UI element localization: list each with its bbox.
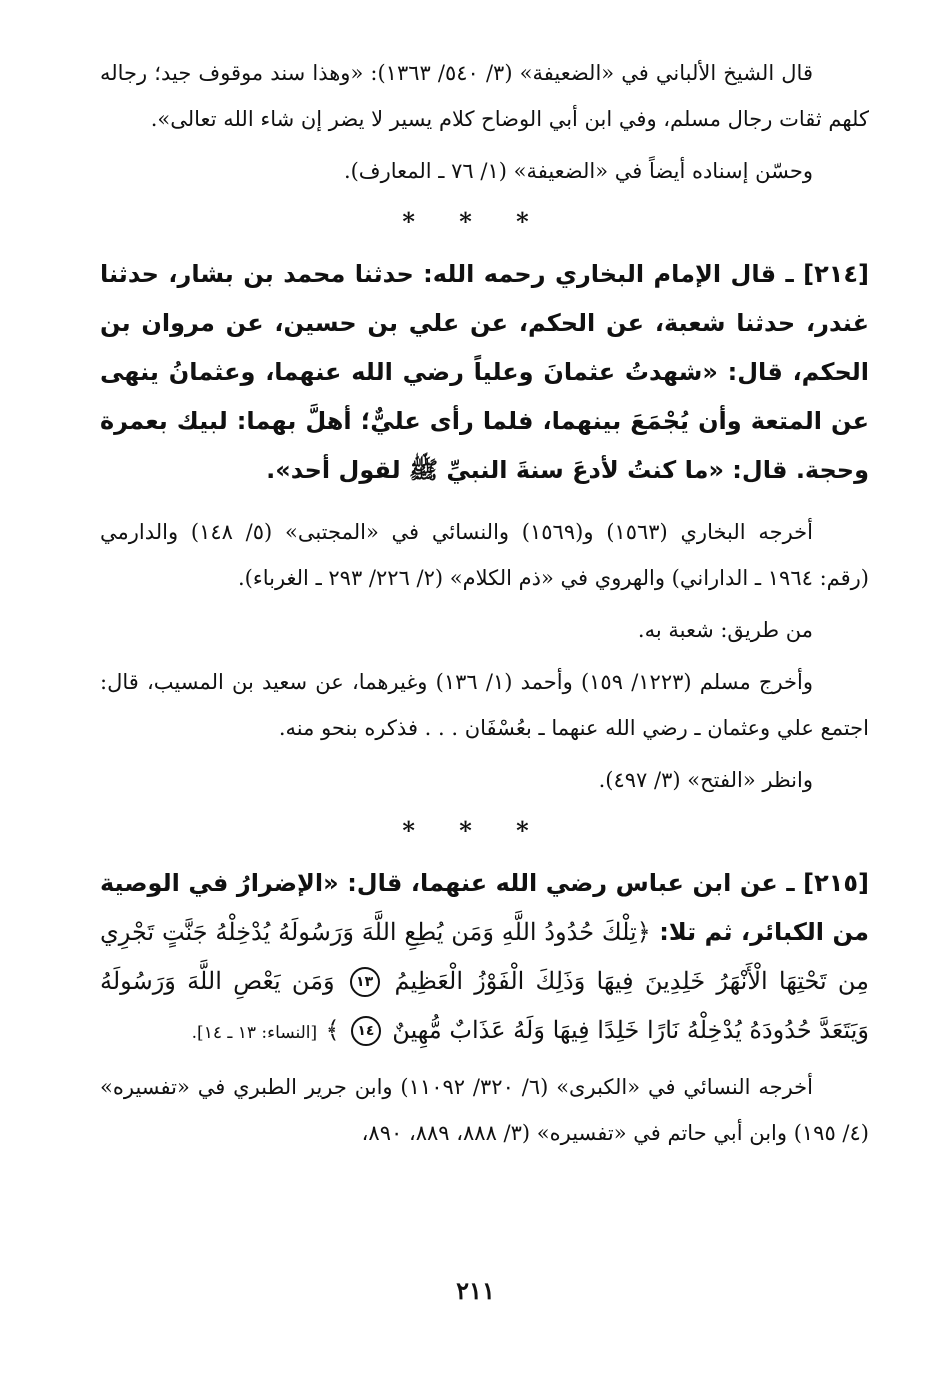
quran-verse-13: ﴿تِلْكَ حُدُودُ اللَّهِ وَمَن يُطِعِ اللَّهَ وَرَسُولَهُ يُدْخِلْهُ جَنَّتٍ تَجْرِي مِن تَحْتِهَا الْأَنْهَرُ خَلِدِينَ فِيهَا وَذَلِكَ الْفَوْزُ الْعَظِيمُ — [100, 918, 870, 995]
nasai-takhrij-paragraph: أخرجه النسائي في «الكبرى» (٦/ ٣٢٠/ ١١٠٩٢) وابن جرير الطبري في «تفسيره» (٤/ ١٩٥) وابن أبي حاتم في «تفسيره» (٣/ ٨٨٨، ٨٨٩، ٨٩٠، — [100, 1075, 869, 1145]
albani-quote-paragraph: قال الشيخ الألباني في «الضعيفة» (٣/ ٥٤٠/ ١٣٦٣): «وهذا سند موقوف جيد؛ رجاله كلهم ثقات رجال مسلم، وفي ابن أبي الوضاح كلام يسير لا يضر إن شاء الله تعالى». — [100, 61, 869, 131]
quran-close-bracket: ﴾ — [325, 1016, 340, 1044]
muslim-narration-paragraph: وأخرج مسلم (١٢٢٣/ ١٥٩) وأحمد (١/ ١٣٦) وغيرهما، عن سعيد بن المسيب، قال: اجتمع علي وعثمان ـ رضي الله عنهما ـ بعُسْفَان . . . فذكره بنحو منه. — [100, 670, 869, 740]
hadith-215 — [100, 859, 869, 1058]
isnad-note-paragraph: وحسّن إسناده أيضاً في «الضعيفة» (١/ ٧٦ ـ المعارف). — [343, 159, 813, 183]
takhrij-paragraph: أخرجه البخاري (١٥٦٣) و(١٥٦٩) والنسائي في «المجتبى» (٥/ ١٤٨) والدارمي (رقم: ١٩٦٤ ـ الداراني) والهروي في «ذم الكلام» (٢/ ٢٢٦/ ٢٩٣ ـ الغرباء). — [100, 520, 869, 590]
ayah-number-14: ١٤ — [351, 1016, 381, 1046]
section-divider-2: * * * — [402, 816, 547, 845]
section-divider: * * * — [402, 207, 547, 236]
hadith-215-intro: [٢١٥] ـ عن ابن عباس رضي الله عنهما، قال: «الإضرارُ في الوصية من الكبائر، ثم تلا: — [100, 869, 869, 946]
quran-verse-14: وَمَن يَعْصِ اللَّهَ وَرَسُولَهُ وَيَتَعَدَّ حُدُودَهُ يُدْخِلْهُ نَارًا خَلِدًا فِيهَا وَلَهُ عَذَابٌ مُّهِينٌ — [100, 967, 869, 1044]
ayah-number-13: ١٣ — [350, 967, 380, 997]
fath-reference-paragraph: وانظر «الفتح» (٣/ ٤٩٧). — [598, 768, 813, 792]
hadith-214: [٢١٤] ـ قال الإمام البخاري رحمه الله: حدثنا محمد بن بشار، حدثنا غندر، حدثنا شعبة، عن الحكم، عن علي بن حسين، عن مروان بن الحكم، قال: «شهدتُ عثمانَ وعلياً رضي الله عنهما، وعثمانُ ينهى عن المتعة وأن يُجْمَعَ بينهما، فلما رأى عليٌّ؛ أهلَّ بهما: لبيك بعمرة وحجة. قال: «ما كنتُ لأدعَ سنةَ النبيِّ ﷺ لقول أحد». — [100, 260, 869, 484]
page-number: ٢١١ — [456, 1276, 495, 1305]
chain-note-paragraph: من طريق: شعبة به. — [637, 618, 813, 642]
surah-reference: [النساء: ١٣ ـ ١٤]. — [191, 1023, 318, 1043]
